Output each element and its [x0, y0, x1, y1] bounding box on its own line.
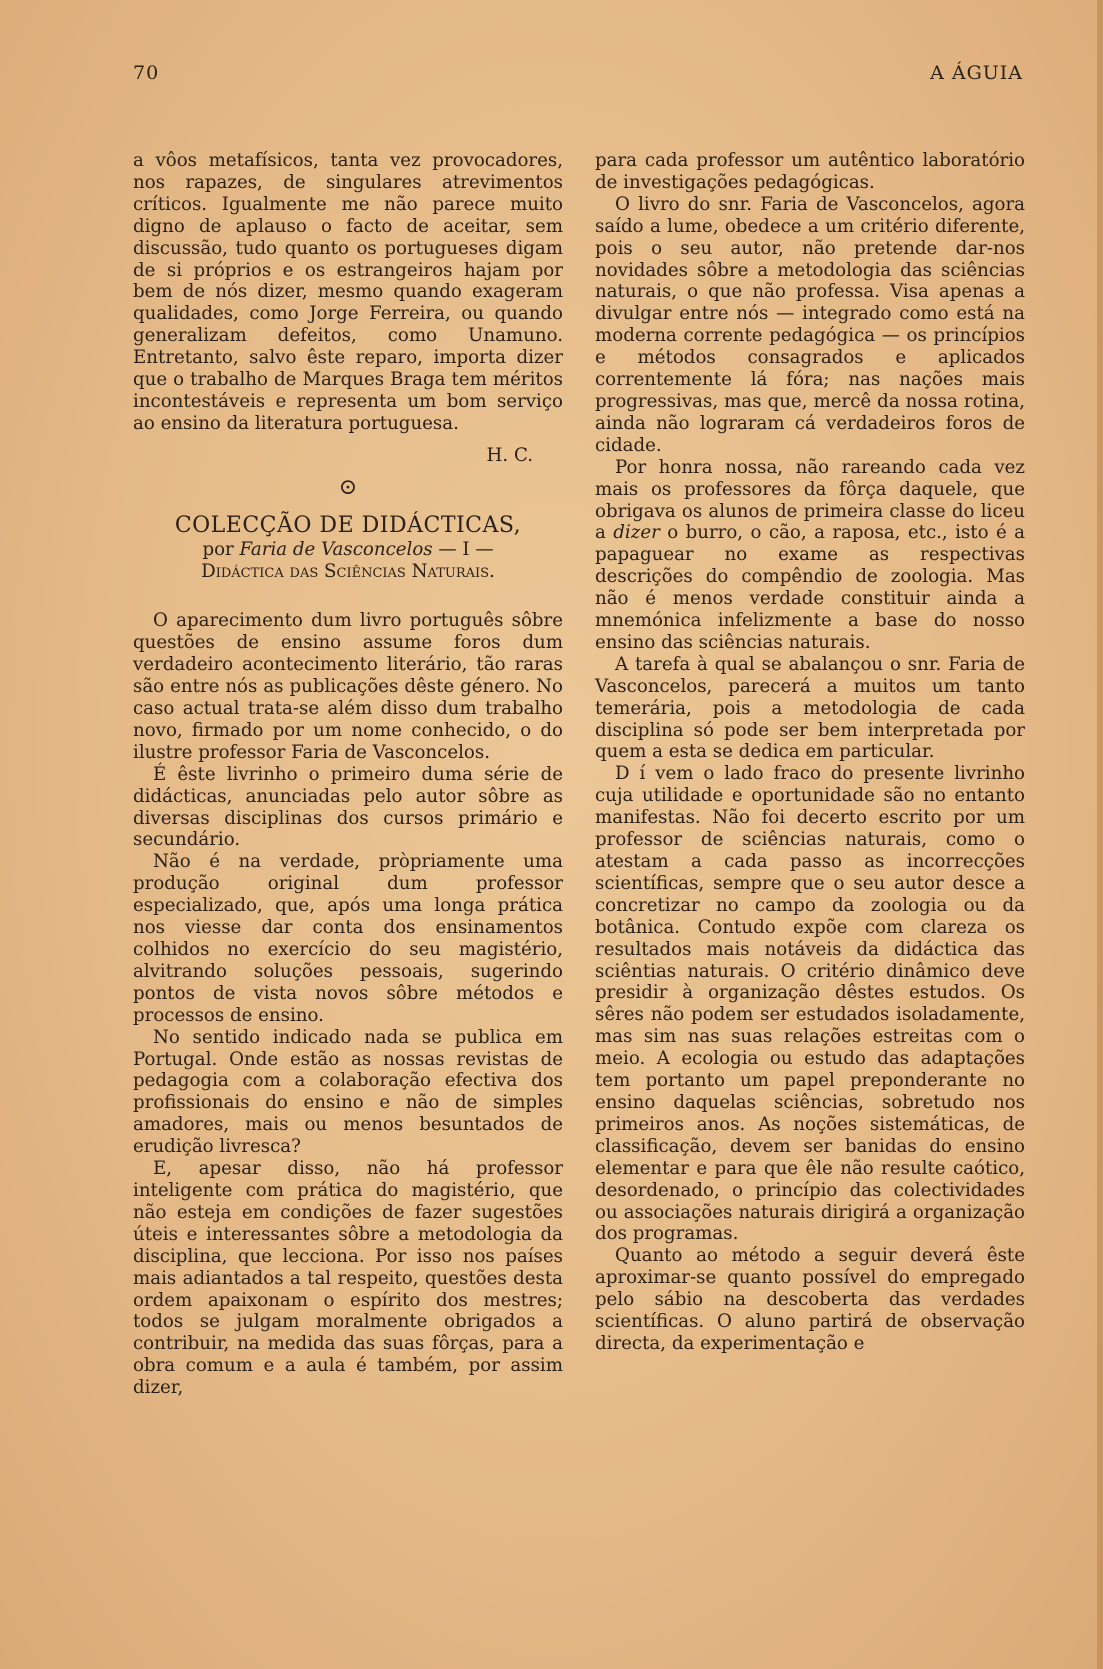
subtitle-author: Faria de Vasconcelos — [239, 538, 433, 560]
body-paragraph: O aparecimento dum livro português sôbre questões de ensino assume foros dum verdadeiro acontecimento literário, tão raras são entre nós as publicações dêste género. No caso actual trata-se além disso dum trabalho novo, firmado por um nome conhecido, o do ilustre professor Faria de Vasconcelos. — [133, 610, 563, 763]
running-title: A ÁGUIA — [930, 62, 1023, 84]
body-paragraph: No sentido indicado nada se publica em Portugal. Onde estão as nossas revistas de pedagogia com a colaboração efectiva dos profissionais do ensino e não de simples amadores, mais ou menos besuntados de erudição livresca? — [133, 1026, 563, 1158]
body-paragraph: E, apesar disso, não há professor inteligente com prática do magistério, que não esteja em condições de fazer sugestões úteis e interessantes sôbre a metodologia da disciplina, que lecciona. Por isso nos países mais adiantados a tal respeito, questões desta ordem apaixonam o espírito dos mestres; todos se julgam moralmente obrigados a contribuir, na medida das suas fôrças, para a obra comum e a aula é também, por assim dizer, — [133, 1158, 563, 1399]
section-title: COLECÇÃO DE DIDÁCTICAS, — [174, 512, 522, 538]
body-paragraph: A tarefa à qual se abalançou o snr. Faria de Vasconcelos, parecerá a muitos um tanto temerária, pois a metodologia de cada disciplina só pode ser bem interpretada por quem a esta se dedica em particular. — [595, 653, 1025, 763]
ornament-icon: ⊙ — [338, 474, 358, 500]
section-subtitle — [133, 539, 563, 561]
body-paragraph: É êste livrinho o primeiro duma série de didácticas, anunciadas pelo autor sôbre as diversas disciplinas dos cursos primário e secundário. — [133, 763, 563, 851]
page-edge — [1097, 0, 1103, 1669]
body-paragraph: Quanto ao método a seguir deverá êste aproximar-se quanto possível do empregado pelo sábio na descoberta das verdades scientíficas. O aluno partirá de observação directa, da experimentação e — [595, 1245, 1025, 1354]
body-paragraph: O livro do snr. Faria de Vasconcelos, agora saído a lume, obedece a um critério diferente, pois o seu autor, não pretende dar-nos novidades sôbre a metodologia das sciências naturais, o que não professa. Visa apenas a divulgar entre nós — integrado como está na moderna corrente pedagógica — os princípios e métodos consagrados e aplicados correntemente lá fóra; nas nações mais progressivas, mas que, mercê da nossa rotina, ainda não lograram cá verdadeiros foros de cidade. — [595, 193, 1025, 456]
continuation-paragraph: para cada professor um autêntico laboratório de investigações pedagógicas. — [595, 150, 1025, 193]
body-paragraph: D í vem o lado fraco do presente livrinho cuja utilidade e oportunidade são no entanto manifestas. Não foi decerto escrito por um professor de sciências naturais, como o atestam a cada passo as incorrecções scientíficas, sempre que o seu autor desce a concretizar no campo da zoologia ou da botânica. Contudo expõe com clareza os resultados mais notáveis da didáctica das sciêntias naturais. O critério dinâmico deve presidir à organização dêstes estudos. Os sêres não podem ser estudados isoladamente, mas sim nas suas relações estreitas com o meio. A ecologia ou estudo das adaptações tem portanto um papel preponderante no ensino daquelas sciências, sobretudo nos primeiros anos. As noções sistemáticas, de classificação, devem ser banidas do ensino elementar e para que êle não resulte caótico, desordenado, o princípio das colectividades ou associações naturais dirigirá a organização dos programas. — [595, 763, 1025, 1245]
intro-paragraph: a vôos metafísicos, tanta vez provocadores, nos rapazes, de singulares atrevimentos críticos. Igualmente me não parece muito digno de aplauso o facto de aceitar, sem discussão, tudo quanto os portugueses digam de si próprios e os estrangeiros hajam por bem de nós dizer, mesmo quando exageram qualidades, como Jorge Ferreira, ou quando generalizam defeitos, como Unamuno. Entretanto, salvo êste reparo, importa dizer que o trabalho de Marques Braga tem méritos incontestáveis e representa um bom serviço ao ensino da literatura portuguesa. — [133, 150, 563, 434]
subtitle-prefix: por — [202, 538, 240, 560]
subtitle-suffix: — I — — [432, 538, 494, 560]
paragraph-part: o burro, o cão, a raposa, etc., isto é a papaguear no exame as respectivas descrições do compêndio de zoologia. Mas não é menos verdade constituir ainda a mnemónica infelizmente a base do nosso ensino das sciências naturais. — [595, 522, 1026, 653]
body-paragraph: Não é na verdade, pròpriamente uma produção original dum professor especializado, que, após uma longa prática nos viesse dar conta dos ensinamentos colhidos no exercício do seu magistério, alvitrando soluções pessoais, sugerindo pontos de vista novos sôbre métodos e processos de ensino. — [133, 851, 563, 1026]
body-paragraph — [595, 457, 1025, 654]
page-number: 70 — [133, 62, 160, 84]
left-column — [133, 150, 563, 1399]
page-header — [133, 62, 1023, 92]
paragraph-part: Por honra nossa, não rareando cada vez mais os professores da fôrça daquele, que obrigava os alunos de primeira classe do liceu a — [595, 456, 1025, 544]
section-subtitle-2: Didáctica das Sciências Naturais. — [201, 560, 495, 582]
italic-word: dizer — [613, 522, 660, 544]
right-column — [595, 150, 1025, 1355]
signature: H. C. — [486, 444, 533, 466]
